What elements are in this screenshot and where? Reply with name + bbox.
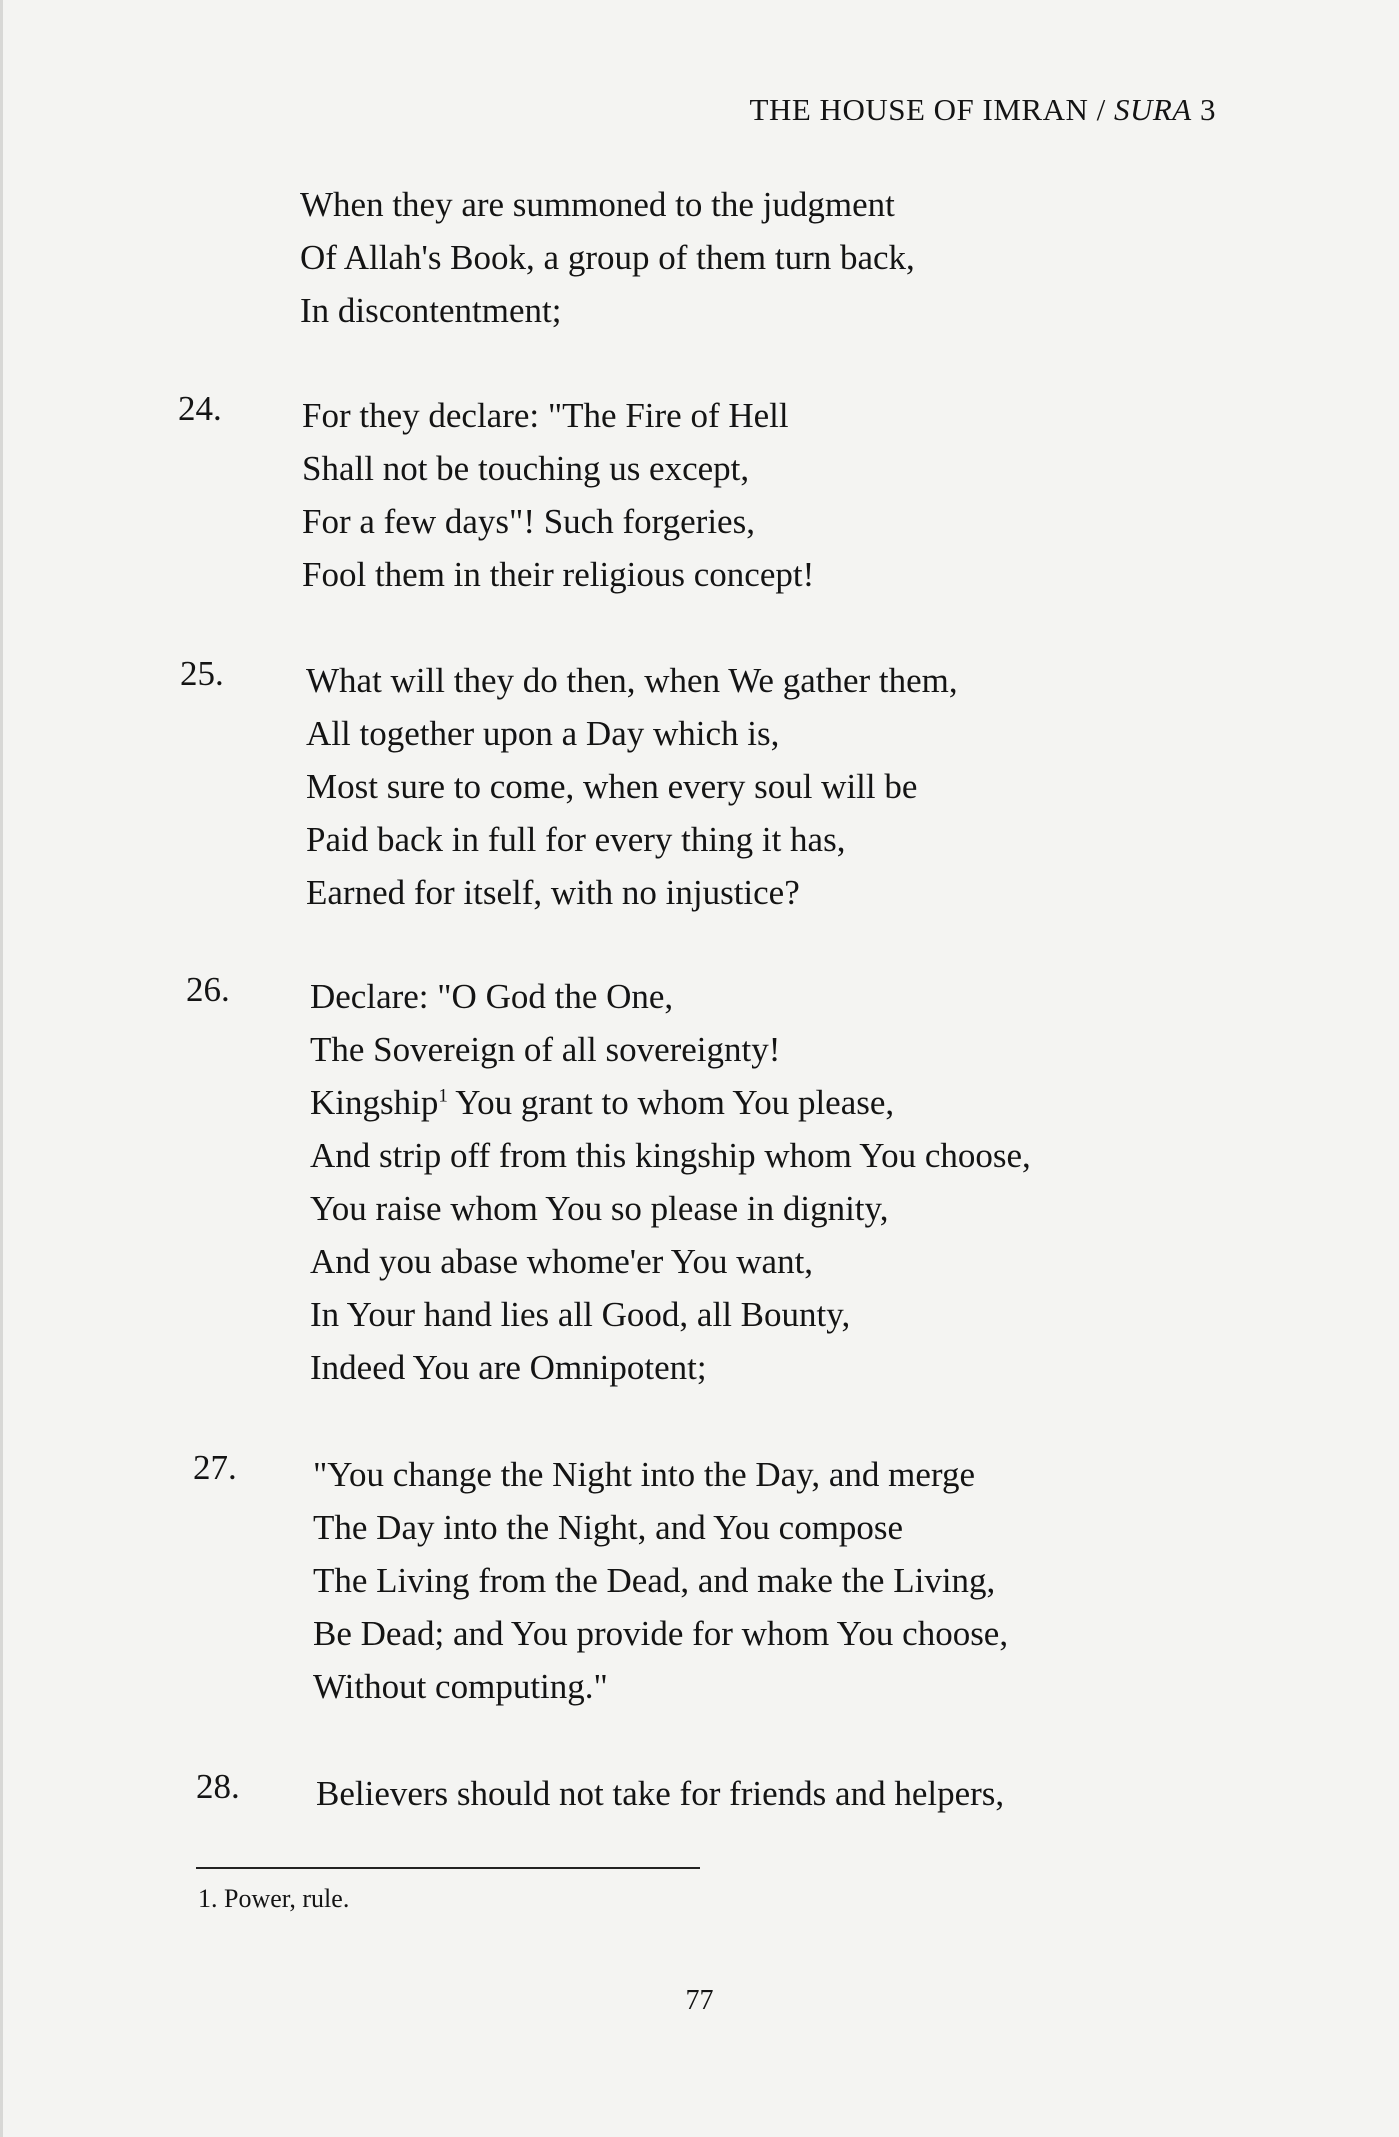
verse-lines: [300, 178, 915, 337]
verse-line: What will they do then, when We gather them,: [306, 661, 958, 700]
verse-line: In Your hand lies all Good, all Bounty,: [310, 1295, 851, 1334]
verse-line: Indeed You are Omnipotent;: [310, 1348, 707, 1387]
verse-line: The Living from the Dead, and make the Living,: [313, 1561, 996, 1600]
verse-line: Without computing.": [313, 1667, 608, 1706]
header-sura-number: 3: [1191, 92, 1216, 127]
verse-line: For a few days"! Such forgeries,: [302, 502, 755, 541]
verse-lines: [302, 389, 814, 601]
verse-lines: [310, 970, 1031, 1394]
page-number: 77: [685, 1985, 714, 2016]
verse-line: You raise whom You so please in dignity,: [310, 1189, 889, 1228]
running-header: [750, 92, 1216, 128]
verse-line: The Day into the Night, and You compose: [313, 1508, 904, 1547]
verse-lines: [306, 654, 958, 919]
verse-line-start: Kingship: [310, 1083, 439, 1122]
verse-line: All together upon a Day which is,: [306, 714, 780, 753]
verse-line-with-footnote: [310, 1076, 1031, 1129]
verse-line: "You change the Night into the Day, and merge: [313, 1455, 975, 1494]
header-title: THE HOUSE OF IMRAN /: [749, 92, 1114, 127]
verse-line: For they declare: "The Fire of Hell: [302, 396, 789, 435]
footnote-marker: 1: [438, 1085, 448, 1107]
verse-number: 25.: [180, 654, 224, 693]
verse-number: 24.: [178, 389, 222, 428]
verse-number: 28.: [196, 1767, 240, 1806]
verse-line: And you abase whome'er You want,: [310, 1242, 814, 1281]
footnote-divider: [196, 1867, 700, 1869]
verse-line: Declare: "O God the One,: [310, 977, 674, 1016]
page-edge-shadow: [0, 0, 3, 2137]
verse-lines: [316, 1767, 1004, 1820]
verse-line: Of Allah's Book, a group of them turn back,: [300, 238, 915, 277]
verse-line: The Sovereign of all sovereignty!: [310, 1030, 781, 1069]
verse-line: Most sure to come, when every soul will be: [306, 767, 918, 806]
verse-line: Fool them in their religious concept!: [302, 555, 815, 594]
verse-line: Paid back in full for every thing it has,: [306, 820, 846, 859]
verse-number: 27.: [193, 1448, 237, 1487]
verse-line: Be Dead; and You provide for whom You choose,: [313, 1614, 1009, 1653]
verse-number: 26.: [186, 970, 230, 1009]
verse-lines: [313, 1448, 1008, 1713]
footnote: 1. Power, rule.: [198, 1884, 350, 1913]
verse-line: In discontentment;: [300, 291, 562, 330]
verse-line: Believers should not take for friends and helpers,: [316, 1774, 1005, 1813]
verse-line: And strip off from this kingship whom You choose,: [310, 1136, 1031, 1175]
header-sura-label: SURA: [1113, 92, 1192, 127]
verse-line-rest: You grant to whom You please,: [447, 1083, 895, 1122]
verse-line: Shall not be touching us except,: [302, 449, 750, 488]
verse-line: Earned for itself, with no injustice?: [306, 873, 800, 912]
verse-line: When they are summoned to the judgment: [300, 185, 895, 224]
